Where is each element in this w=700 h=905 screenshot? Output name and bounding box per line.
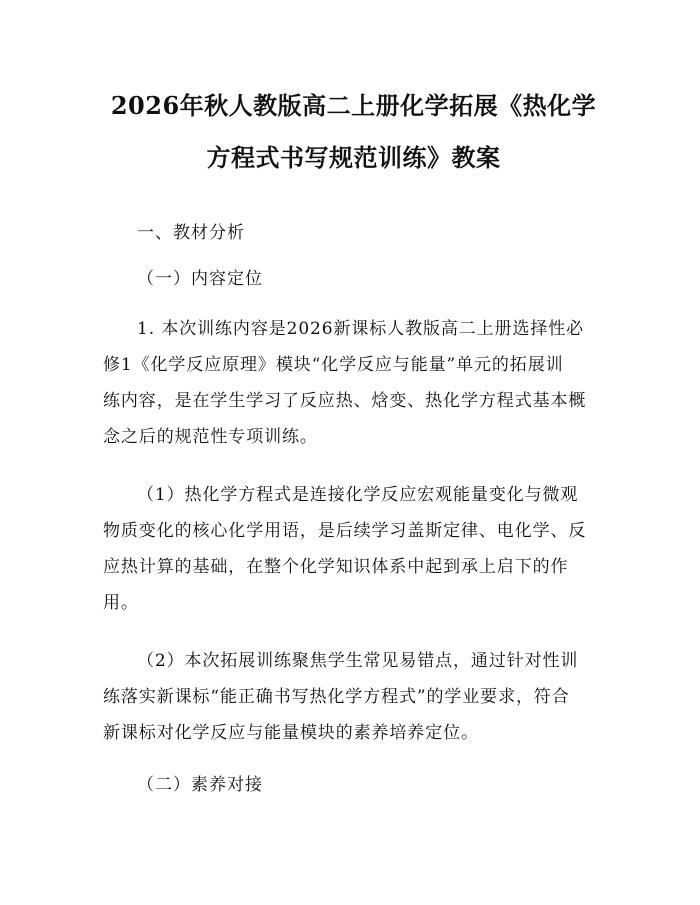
title-line-1: 2026年秋人教版高二上册化学拓展《热化学 [110,91,597,120]
paragraph-2-line-2: 物质变化的核心化学用语，是后续学习盖斯定律、电化学、反 [103,521,587,541]
title-line-2: 方程式书写规范训练》教案 [206,143,501,172]
paragraph-1-line-1: 1. 本次训练内容是2026新课标人教版高二上册选择性必 [137,319,585,339]
paragraph-2-line-1: （1）热化学方程式是连接化学反应宏观能量变化与微观 [137,485,579,505]
paragraph-3-line-2: 练落实新课标“能正确书写热化学方程式”的学业要求，符合 [103,687,570,707]
paragraph-2-line-3: 应热计算的基础，在整个化学知识体系中起到承上启下的作 [103,557,569,577]
paragraph-2-line-4: 用。 [103,593,139,613]
paragraph-3 [103,643,604,751]
paragraph-2 [103,477,604,621]
paragraph-1-line-3: 练内容，是在学生学习了反应热、焓变、热化学方程式基本概 [103,391,587,411]
paragraph-1-line-4: 念之后的规范性专项训练。 [103,427,318,447]
paragraph-1 [103,311,604,455]
paragraph-3-line-1: （2）本次拓展训练聚焦学生常见易错点，通过针对性训 [137,651,579,671]
paragraph-1-line-2: 修1《化学反应原理》模块“化学反应与能量”单元的拓展训 [103,355,564,375]
subsection-heading-competency-alignment: （二）素养对接 [137,775,263,795]
subsection-heading-content-positioning: （一）内容定位 [137,269,263,289]
document-title [103,80,604,184]
paragraph-3-line-3: 新课标对化学反应与能量模块的素养培养定位。 [103,723,479,743]
section-heading-textbook-analysis: 一、教材分析 [137,223,245,243]
